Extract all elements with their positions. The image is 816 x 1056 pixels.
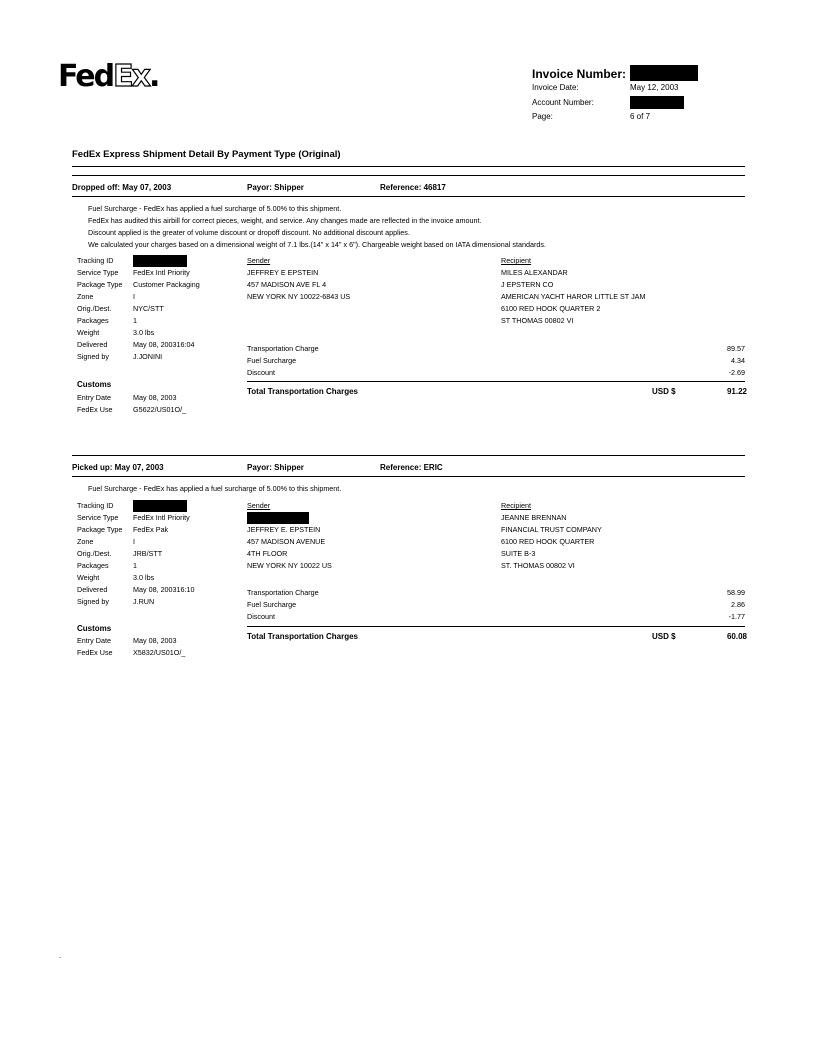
charge-amount: 58.99: [727, 588, 745, 597]
recipient-line: MILES ALEXANDAR: [501, 268, 568, 277]
shipment-note: We calculated your charges based on a dimensional weight of 7.1 lbs.(14" x 14" x 6"). Chargeable weight based on IATA dimensional standards.: [88, 240, 546, 249]
fedex-use-value: G5622/US01O/_: [133, 405, 187, 414]
delivered-label: Delivered: [77, 340, 108, 349]
charge-label: Fuel Surcharge: [247, 600, 297, 609]
entry-date-value: May 08, 2003: [133, 636, 177, 645]
currency-label: USD $: [652, 387, 676, 396]
charge-amount: 89.57: [727, 344, 745, 353]
shipment-note: Discount applied is the greater of volume discount or dropoff discount. No additional discount applies.: [88, 228, 410, 237]
total-rule: [247, 381, 745, 382]
tracking-id-redaction: [133, 255, 187, 267]
sender-line: JEFFREY E. EPSTEIN: [247, 525, 321, 534]
sender-title: Sender: [247, 501, 271, 510]
total-rule: [247, 626, 745, 627]
shipment-payor: Payor: Shipper: [247, 183, 304, 192]
service-type-label: Service Type: [77, 513, 119, 522]
orig-dest-value: JRB/STT: [133, 549, 163, 558]
charge-amount: -2.69: [728, 368, 745, 377]
recipient-line: 6100 RED HOOK QUARTER 2: [501, 304, 601, 313]
delivered-value: May 08, 200316:04: [133, 340, 195, 349]
shipment-payor: Payor: Shipper: [247, 463, 304, 472]
weight-value: 3.0 lbs: [133, 573, 155, 582]
shipment-header-bottom-rule: [72, 476, 745, 477]
shipment-event: Dropped off: May 07, 2003: [72, 183, 172, 192]
charge-amount: 2.86: [731, 600, 745, 609]
logo-fed-text: Fed: [58, 59, 114, 94]
signed-by-value: J.RUN: [133, 597, 155, 606]
recipient-line: SUITE B-3: [501, 549, 536, 558]
signed-by-label: Signed by: [77, 597, 109, 606]
shipment-reference: Reference: 46817: [380, 183, 446, 192]
delivered-value: May 08, 200316:10: [133, 585, 195, 594]
signed-by-label: Signed by: [77, 352, 109, 361]
entry-date-label: Entry Date: [77, 393, 111, 402]
recipient-line: JEANNE BRENNAN: [501, 513, 567, 522]
customs-title: Customs: [77, 380, 112, 389]
customs-title: Customs: [77, 624, 112, 633]
recipient-title: Recipient: [501, 501, 531, 510]
invoice-number-redaction: [630, 65, 698, 81]
sender-line: 4TH FLOOR: [247, 549, 288, 558]
shipment-header-bottom-rule: [72, 196, 745, 197]
sender-line: 457 MADISON AVENUE: [247, 537, 326, 546]
recipient-line: 6100 RED HOOK QUARTER: [501, 537, 595, 546]
shipment-reference: Reference: ERIC: [380, 463, 443, 472]
total-label: Total Transportation Charges: [247, 632, 358, 641]
zone-value: I: [133, 292, 135, 301]
page-label: Page:: [532, 112, 553, 121]
charge-amount: -1.77: [728, 612, 745, 621]
packages-value: 1: [133, 316, 137, 325]
recipient-line: J EPSTERN CO: [501, 280, 554, 289]
invoice-number-label: Invoice Number:: [532, 67, 627, 81]
charge-label: Transportation Charge: [247, 588, 319, 597]
zone-value: I: [133, 537, 135, 546]
currency-label: USD $: [652, 632, 676, 641]
recipient-line: ST THOMAS 00802 VI: [501, 316, 574, 325]
packages-label: Packages: [77, 561, 109, 570]
weight-value: 3.0 lbs: [133, 328, 155, 337]
charge-label: Discount: [247, 368, 275, 377]
logo-dot: .: [148, 59, 159, 94]
service-type-label: Service Type: [77, 268, 119, 277]
shipment-note: FedEx has audited this airbill for correct pieces, weight, and service. Any changes made are reflected in the invoice amount.: [88, 216, 482, 225]
entry-date-value: May 08, 2003: [133, 393, 177, 402]
zone-label: Zone: [77, 292, 94, 301]
tracking-id-label: Tracking ID: [77, 256, 114, 265]
tracking-id-redaction: [133, 500, 187, 512]
packages-value: 1: [133, 561, 137, 570]
logo-ex-text: Ex: [113, 59, 149, 94]
service-type-value: FedEx Intl Priority: [133, 268, 190, 277]
sender-line: JEFFREY E EPSTEIN: [247, 268, 319, 277]
sender-company-redaction: [247, 512, 309, 524]
orig-dest-label: Orig./Dest.: [77, 304, 112, 313]
shipment-event: Picked up: May 07, 2003: [72, 463, 164, 472]
recipient-line: ST. THOMAS 00802 VI: [501, 561, 575, 570]
invoice-date-value: May 12, 2003: [630, 83, 679, 92]
total-label: Total Transportation Charges: [247, 387, 358, 396]
sender-line: NEW YORK NY 10022 US: [247, 561, 332, 570]
invoice-date-label: Invoice Date:: [532, 83, 579, 92]
weight-label: Weight: [77, 328, 100, 337]
footer-mark: .: [59, 951, 62, 960]
sender-title: Sender: [247, 256, 271, 265]
service-type-value: FedEx Intl Priority: [133, 513, 190, 522]
charge-label: Discount: [247, 612, 275, 621]
shipment-header-top-rule: [72, 175, 745, 176]
recipient-line: AMERICAN YACHT HAROR LITTLE ST JAM: [501, 292, 646, 301]
fedex-use-label: FedEx Use: [77, 405, 113, 414]
package-type-value: Customer Packaging: [133, 280, 200, 289]
sender-line: NEW YORK NY 10022-6843 US: [247, 292, 351, 301]
shipment-header-top-rule: [72, 455, 745, 456]
sender-line: 457 MADISON AVE FL 4: [247, 280, 327, 289]
recipient-line: FINANCIAL TRUST COMPANY: [501, 525, 602, 534]
charge-label: Transportation Charge: [247, 344, 319, 353]
account-number-label: Account Number:: [532, 98, 594, 107]
fedex-use-label: FedEx Use: [77, 648, 113, 657]
page-value: 6 of 7: [630, 112, 651, 121]
package-type-label: Package Type: [77, 525, 123, 534]
total-amount: 60.08: [726, 632, 747, 641]
charge-amount: 4.34: [731, 356, 745, 365]
account-number-redaction: [630, 96, 684, 109]
recipient-title: Recipient: [501, 256, 531, 265]
weight-label: Weight: [77, 573, 100, 582]
signed-by-value: J.JONINI: [133, 352, 163, 361]
delivered-label: Delivered: [77, 585, 108, 594]
charge-label: Fuel Surcharge: [247, 356, 297, 365]
shipment-note: Fuel Surcharge - FedEx has applied a fuel surcharge of 5.00% to this shipment.: [88, 204, 342, 213]
tracking-id-label: Tracking ID: [77, 501, 114, 510]
title-rule: [72, 166, 745, 167]
document-title: FedEx Express Shipment Detail By Payment Type (Original): [72, 149, 341, 160]
packages-label: Packages: [77, 316, 109, 325]
entry-date-label: Entry Date: [77, 636, 111, 645]
package-type-value: FedEx Pak: [133, 525, 169, 534]
zone-label: Zone: [77, 537, 94, 546]
package-type-label: Package Type: [77, 280, 123, 289]
shipment-note: Fuel Surcharge - FedEx has applied a fuel surcharge of 5.00% to this shipment.: [88, 484, 342, 493]
orig-dest-value: NYC/STT: [133, 304, 164, 313]
orig-dest-label: Orig./Dest.: [77, 549, 112, 558]
fedex-use-value: X5832/US01O/_: [133, 648, 186, 657]
total-amount: 91.22: [726, 387, 747, 396]
fedex-logo: [58, 59, 159, 94]
